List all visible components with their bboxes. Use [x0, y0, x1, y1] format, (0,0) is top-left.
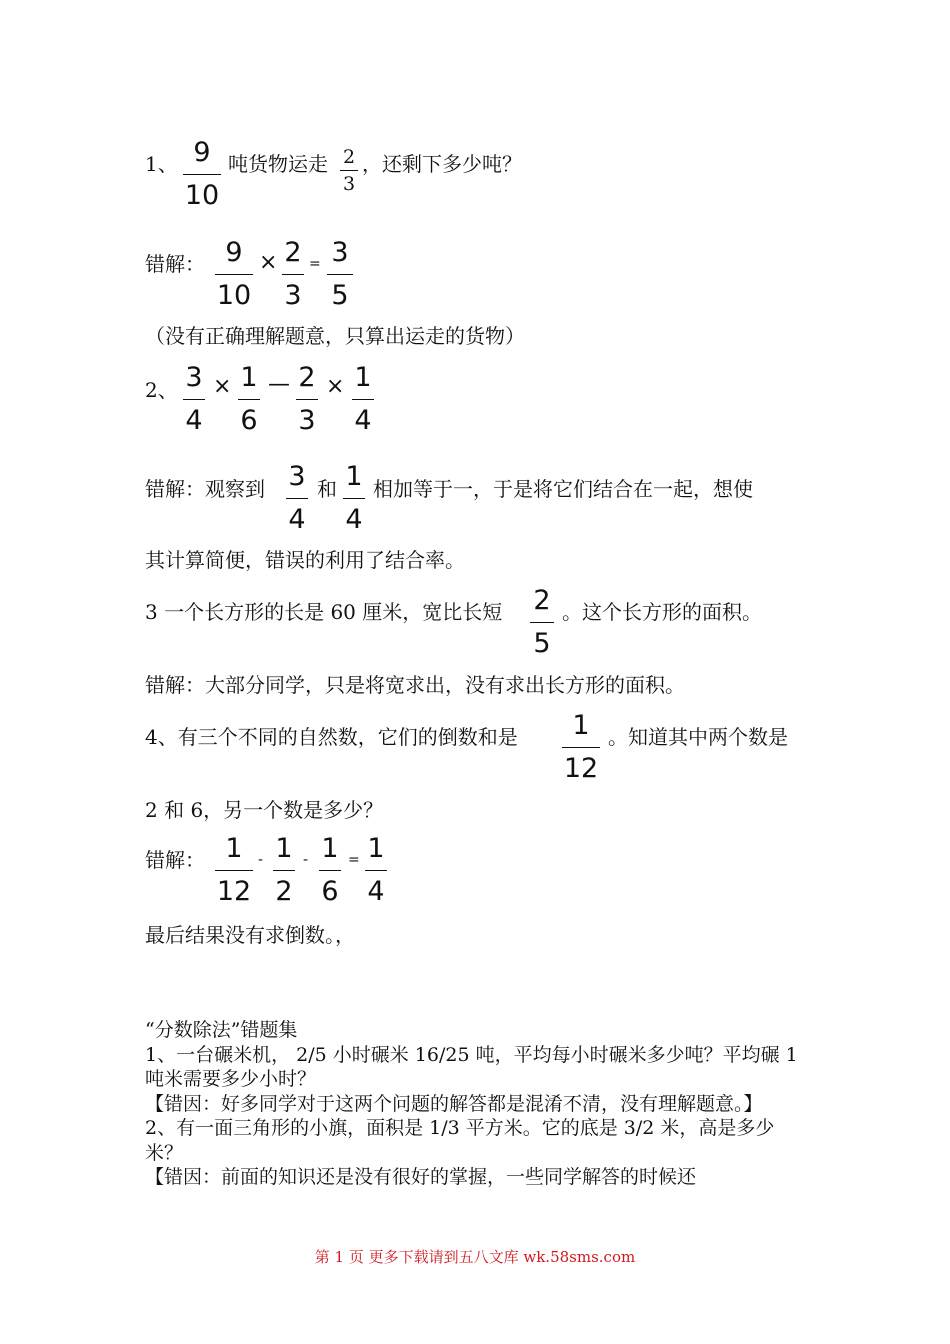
numerator: 1	[275, 833, 293, 864]
times-sign: ×	[326, 374, 345, 399]
minus-sign: -	[258, 852, 264, 868]
denominator: 4	[354, 405, 372, 436]
denominator: 4	[367, 876, 385, 907]
minus-sign: —	[268, 372, 290, 397]
numerator: 1	[572, 710, 590, 741]
denominator: 6	[321, 876, 339, 907]
q1-fraction-part	[340, 146, 358, 195]
times-sign: ×	[259, 250, 278, 275]
denominator: 5	[331, 280, 349, 311]
denominator: 4	[288, 504, 306, 535]
q4-wrong-fraction-4	[365, 834, 387, 907]
denominator: 10	[184, 180, 220, 211]
numerator: 3	[185, 362, 203, 393]
q4-text-b: 。知道其中两个数是	[608, 725, 788, 749]
q2-fraction-3	[296, 363, 318, 436]
q3-text-a: 3 一个长方形的长是 60 厘米，宽比长短	[145, 600, 503, 624]
denominator: 2	[275, 876, 293, 907]
numerator: 3	[288, 461, 306, 492]
numerator: 3	[331, 237, 349, 268]
denominator: 3	[284, 280, 302, 311]
numerator: 1	[225, 833, 243, 864]
equals-sign: =	[309, 256, 321, 272]
q4-text-a: 4、有三个不同的自然数，它们的倒数和是	[145, 725, 518, 749]
q1-text-b: ，还剩下多少吨？	[362, 152, 522, 176]
numerator: 1	[354, 362, 372, 393]
q1-note: （没有正确理解题意，只算出运走的货物）	[145, 324, 525, 348]
denominator: 4	[345, 504, 363, 535]
q2-wrong-text-c: 相加等于一，于是将它们结合在一起，想使	[373, 477, 753, 501]
numerator: 2	[298, 362, 316, 393]
q2-fraction-1	[183, 363, 205, 436]
section-2-paragraph-3: 2、有一面三角形的小旗，面积是 1/3 平方米。它的底是 3/2 米，高是多少米？	[145, 1117, 775, 1164]
q4-wrong-fraction-2	[273, 834, 295, 907]
section-2	[145, 1018, 810, 1190]
times-sign: ×	[213, 374, 232, 399]
q2-fraction-4	[352, 363, 374, 436]
denominator: 5	[533, 628, 551, 659]
numerator: 2	[342, 146, 356, 168]
q2-wrong-text-d: 其计算简便，错误的利用了结合率。	[145, 548, 465, 572]
numerator: 1	[240, 362, 258, 393]
numerator: 1	[321, 833, 339, 864]
q2-fraction-2	[238, 363, 260, 436]
section-2-paragraph-2: 【错因：好多同学对于这两个问题的解答都是混淆不清，没有理解题意。】	[145, 1092, 763, 1115]
q1-wrong-fraction-1	[215, 238, 253, 311]
equals-sign: =	[348, 852, 360, 868]
page-footer[interactable]: 第 1 页 更多下载请到五八文库 wk.58sms.com	[314, 1248, 636, 1266]
numerator: 9	[193, 137, 211, 168]
q2-wrong-fraction-1	[286, 462, 308, 535]
denominator: 10	[216, 280, 252, 311]
q1-wrong-fraction-2	[282, 238, 304, 311]
q2-wrong-text-a: 错解：观察到	[145, 477, 265, 501]
section-2-paragraph-4: 【错因：前面的知识还是没有很好的掌握，一些同学解答的时候还	[145, 1166, 697, 1188]
section-2-title: “分数除法”错题集	[145, 1019, 298, 1041]
q4-wrong-label: 错解：	[145, 848, 205, 872]
denominator: 12	[563, 753, 599, 784]
section-2-paragraph-1: 1、一台碾米机， 2/5 小时碾米 16/25 吨，平均每小时碾米多少吨？平均碾 1 吨米需要多少小时？	[145, 1043, 798, 1090]
q4-note: 最后结果没有求倒数。，	[145, 923, 355, 947]
numerator: 1	[367, 833, 385, 864]
q1-text-a: 吨货物运走	[228, 152, 328, 176]
numerator: 9	[225, 237, 243, 268]
q1-wrong-label: 错解：	[145, 252, 205, 276]
minus-sign: -	[303, 852, 309, 868]
q1-number: 1、	[145, 152, 178, 176]
denominator: 12	[216, 876, 252, 907]
q2-wrong-text-b: 和	[317, 477, 337, 501]
q4-text-c: 2 和 6，另一个数是多少？	[145, 798, 384, 822]
q1-wrong-fraction-3	[327, 238, 353, 311]
q2-number: 2、	[145, 378, 178, 402]
q3-text-b: 。这个长方形的面积。	[562, 600, 762, 624]
q4-fraction	[562, 711, 600, 784]
q4-wrong-fraction-1	[215, 834, 253, 907]
q1-fraction-tons	[183, 138, 221, 211]
denominator: 3	[298, 405, 316, 436]
q3-wrong: 错解：大部分同学，只是将宽求出，没有求出长方形的面积。	[145, 673, 685, 697]
denominator: 3	[342, 173, 356, 195]
numerator: 2	[284, 237, 302, 268]
denominator: 4	[185, 405, 203, 436]
q2-wrong-fraction-2	[343, 462, 365, 535]
q4-wrong-fraction-3	[319, 834, 341, 907]
q3-fraction	[530, 586, 554, 659]
numerator: 1	[345, 461, 363, 492]
denominator: 6	[240, 405, 258, 436]
numerator: 2	[533, 585, 551, 616]
